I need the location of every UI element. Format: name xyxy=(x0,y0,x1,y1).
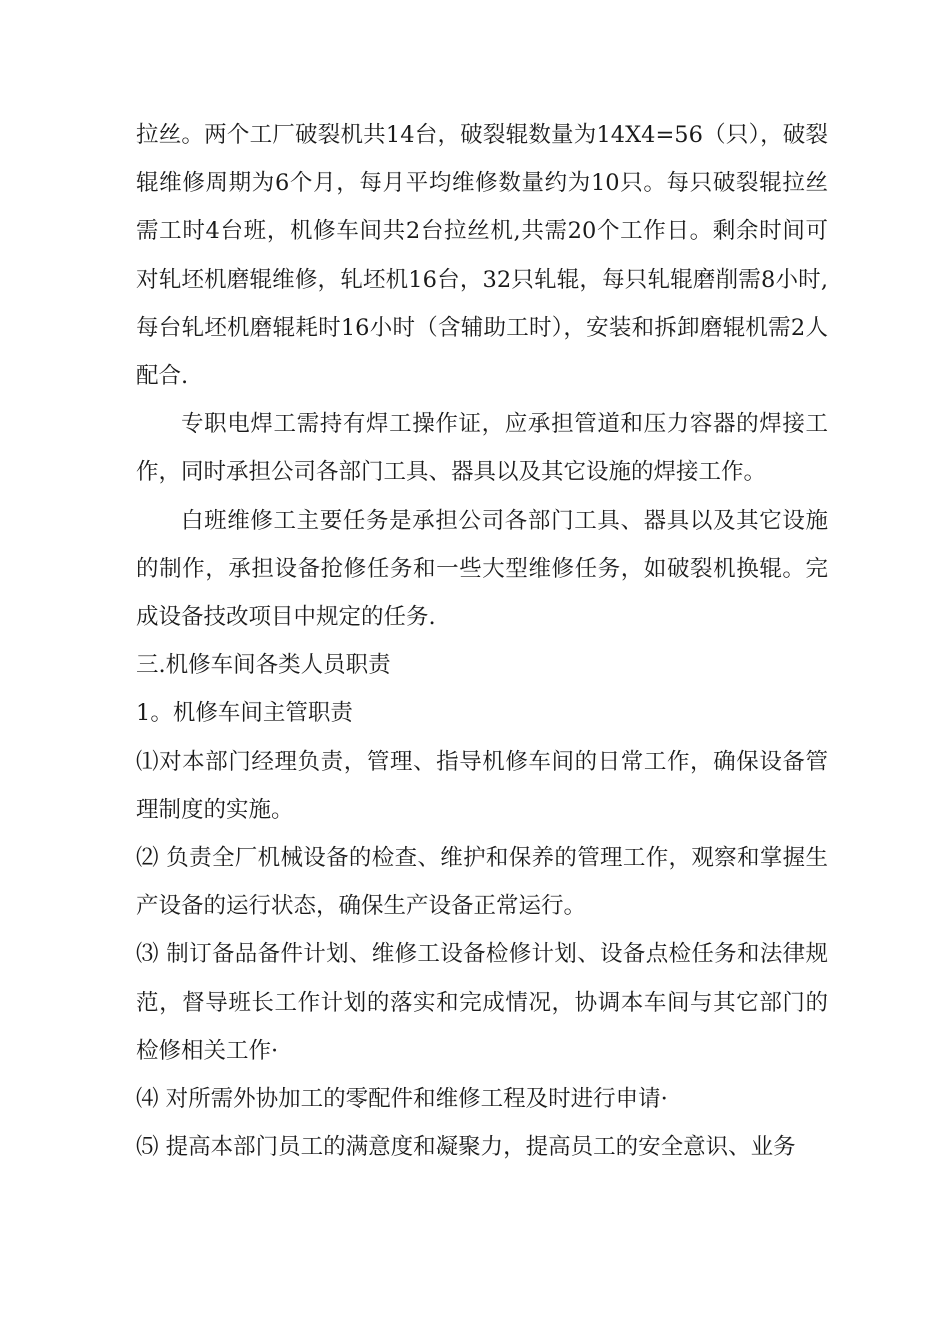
subsection-heading-supervisor-duties: 1。机修车间主管职责 xyxy=(136,700,353,727)
paragraph-crusher-roll-maintenance: 拉丝。两个工厂破裂机共14台，破裂辊数量为14X4=56（只），破裂辊维修周期为6个月，每月平均维修数量约为10只。每只破裂辊拉丝需工时4台班，机修车间共2台拉丝机,共需20个工作日。剩余时间可对轧坯机磨辊维修，轧坯机16台，32只轧辊，每只轧辊磨削需8小时,每台轧坯机磨辊耗时16小时（含辅助工时），安装和拆卸磨辊机需2人配合. xyxy=(136,122,828,390)
list-item-3: ⑶ 制订备品备件计划、维修工设备检修计划、设备点检任务和法律规范，督导班长工作计划的落实和完成情况，协调本车间与其它部门的检修相关工作· xyxy=(136,941,828,1064)
paragraph-welder-duties: 专职电焊工需持有焊工操作证，应承担管道和压力容器的焊接工作，同时承担公司各部门工具、器具以及其它设施的焊接工作。 xyxy=(136,411,828,486)
section-heading-staff-responsibilities: 三.机修车间各类人员职责 xyxy=(136,652,391,679)
list-item-4: ⑷ 对所需外协加工的零配件和维修工程及时进行申请· xyxy=(136,1086,668,1113)
list-item-5: ⑸ 提高本部门员工的满意度和凝聚力，提高员工的安全意识、业务 xyxy=(136,1134,796,1161)
list-item-1: ⑴对本部门经理负责，管理、指导机修车间的日常工作，确保设备管理制度的实施。 xyxy=(136,748,828,823)
list-item-2: ⑵ 负责全厂机械设备的检查、维护和保养的管理工作，观察和掌握生产设备的运行状态，确保生产设备正常运行。 xyxy=(136,845,828,920)
paragraph-day-shift-repair: 白班维修工主要任务是承担公司各部门工具、器具以及其它设施的制作，承担设备抢修任务和一些大型维修任务，如破裂机换辊。完成设备技改项目中规定的任务. xyxy=(136,507,828,631)
document-body xyxy=(136,111,828,1171)
